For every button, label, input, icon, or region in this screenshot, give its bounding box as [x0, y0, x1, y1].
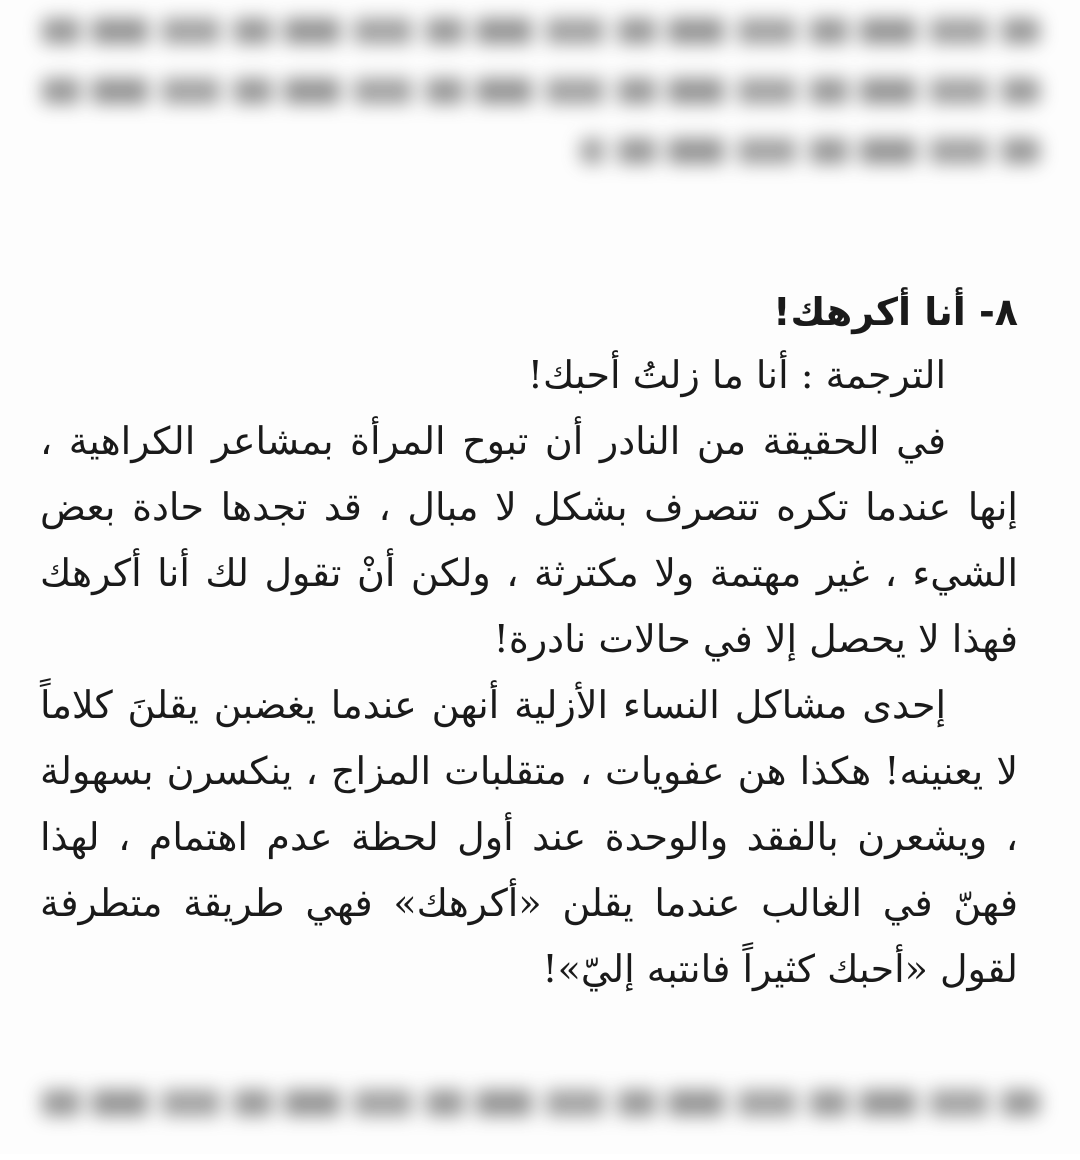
paragraph-1: في الحقيقة من النادر أن تبوح المرأة بمشاعر الكراهية ، إنها عندما تكره تتصرف بشكل لا مبال ، قد تجدها حادة بعض الشيء ، غير مهتمة ولا مكترثة ، ولكن أنْ تقول لك أنا أكرهك فهذا لا يحصل إلا في حالات نادرة!	[40, 419, 1018, 661]
translation-line: الترجمة : أنا ما زلتُ أحبك!	[527, 353, 946, 397]
paragraph-2: إحدى مشاكل النساء الأزلية أنهن عندما يغضبن يقلنَ كلاماً لا يعنينه! هكذا هن عفويات ، متقلبات المزاج ، ينكسرن بسهولة ، ويشعرن بالفقد والوحدة عند أول لحظة عدم اهتمام ، لهذا فهنّ في الغالب عندما يقلن «أكرهك» فهي طريقة متطرفة لقول «أحبك كثيراً فانتبه إليّ»!	[40, 683, 1018, 991]
blurred-text-bottom	[40, 1090, 1040, 1160]
section-heading: ٨- أنا أكرهك!	[773, 290, 1018, 334]
blurred-text-top	[40, 18, 1040, 198]
page-content	[40, 286, 1018, 1002]
